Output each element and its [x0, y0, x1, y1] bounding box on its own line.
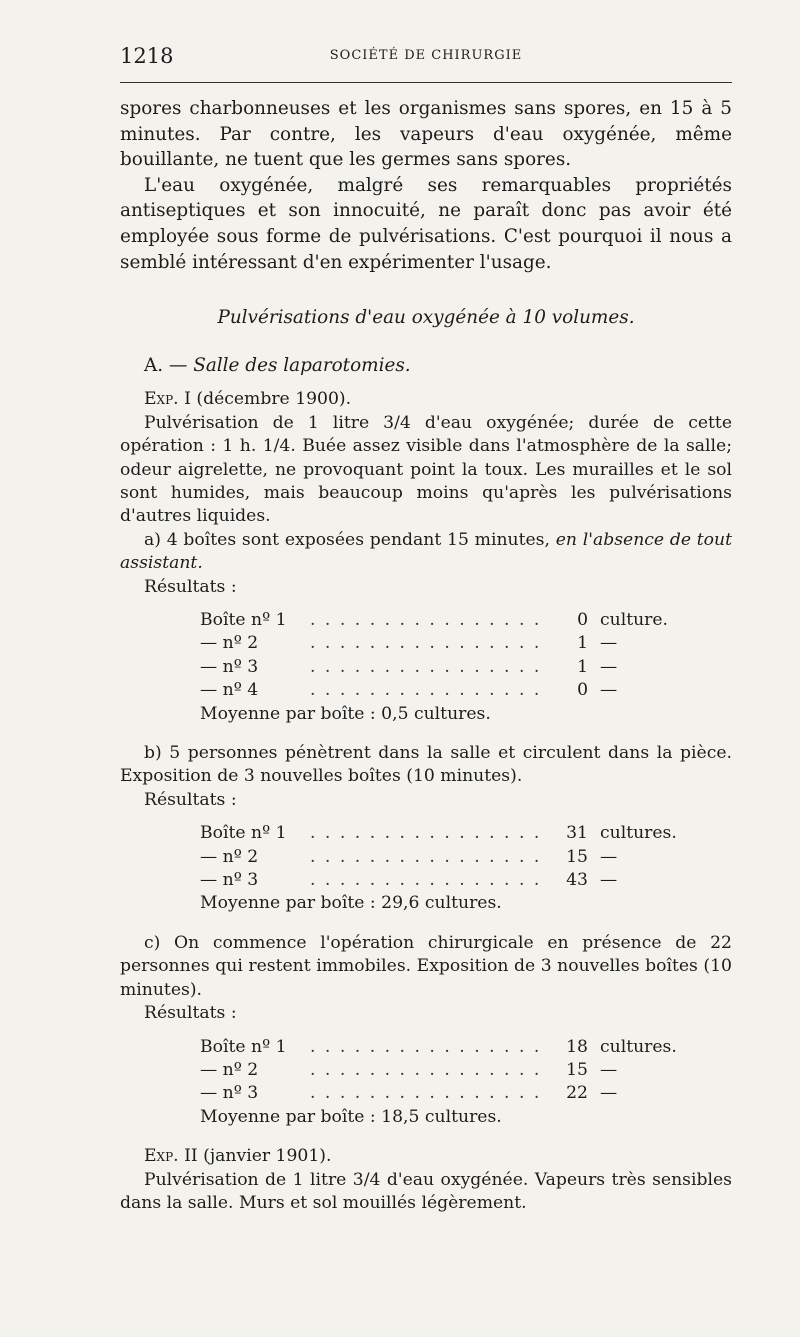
- dot-leader: . . . . . . . . . . . . . . . .: [310, 610, 542, 630]
- page-number: 1218: [120, 44, 174, 68]
- dot-leader: . . . . . . . . . . . . . . . .: [310, 633, 542, 654]
- exp1-a-results-label: Résultats :: [144, 576, 237, 597]
- result-label: — nº 3: [200, 870, 259, 891]
- exp1-b-average: Moyenne par boîte : 29,6 cultures.: [200, 893, 502, 914]
- result-unit: cultures.: [600, 823, 677, 844]
- exp1-a-average: Moyenne par boîte : 0,5 cultures.: [200, 703, 491, 724]
- exp2-heading: [144, 1145, 732, 1168]
- result-value: 1: [577, 656, 588, 677]
- dot-leader: . . . . . . . . . . . . . . . .: [310, 1036, 542, 1057]
- result-row: [200, 632, 668, 655]
- exp1-a-lead: a) 4 boîtes sont exposées pendant 15 minutes,: [144, 529, 550, 550]
- result-label: — nº 3: [200, 1083, 259, 1104]
- page-header: [120, 44, 732, 74]
- result-unit: culture.: [600, 610, 669, 630]
- exp2-heading-text: II (janvier 1901).: [184, 1146, 332, 1167]
- result-unit: —: [600, 1083, 618, 1104]
- exp2-label: Exp.: [144, 1146, 179, 1167]
- intro-paragraph-2: L'eau oxygénée, malgré ses remarquables propriétés antiseptiques et son innocuité, ne paraît donc pas avoir été employée sous forme de pulvérisations. C'est pourquoi il nous a semblé intéressant d'en expérimenter l'usage.: [120, 174, 732, 273]
- result-label: Boîte nº 1: [200, 610, 287, 630]
- dot-leader: . . . . . . . . . . . . . . . .: [310, 846, 542, 867]
- result-value: 18: [566, 1036, 588, 1057]
- exp1-description: Pulvérisation de 1 litre 3/4 d'eau oxygénée; durée de cette opération : 1 h. 1/4. Buée assez visible dans l'atmosphère de la salle; odeur aigrelette, ne provoquant point la toux. Les murailles et le sol sont humides, mais beaucoup moins qu'après les pulvérisations d'autres liquides.: [120, 412, 732, 527]
- dot-leader: . . . . . . . . . . . . . . . .: [310, 870, 542, 891]
- result-label: — nº 2: [200, 846, 259, 867]
- exp1-b-results-label: Résultats :: [144, 789, 237, 810]
- result-unit: —: [600, 656, 618, 677]
- result-unit: —: [600, 1059, 618, 1080]
- result-value: 31: [566, 823, 588, 844]
- text-body: [120, 96, 732, 1215]
- result-row: [200, 679, 668, 702]
- result-value: 15: [566, 1059, 588, 1080]
- result-label: Boîte nº 1: [200, 1036, 287, 1057]
- exp1-a-paragraph: [120, 529, 732, 576]
- subsection-title: Salle des laparotomies.: [193, 354, 411, 376]
- result-unit: —: [600, 680, 618, 701]
- exp1-b-paragraph: b) 5 personnes pénètrent dans la salle et circulent dans la pièce. Exposition de 3 nouvelles boîtes (10 minutes).: [120, 743, 732, 787]
- result-value: 1: [577, 633, 588, 654]
- exp1-c-paragraph: c) On commence l'opération chirurgicale en présence de 22 personnes qui restent immobiles. Exposition de 3 nouvelles boîtes (10 minutes).: [120, 932, 732, 1000]
- intro-paragraph-1: spores charbonneuses et les organismes sans spores, en 15 à 5 minutes. Par contre, les vapeurs d'eau oxygénée, même bouillante, ne tuent que les germes sans spores.: [120, 98, 732, 171]
- header-rule: [120, 82, 732, 83]
- result-label: — nº 2: [200, 633, 259, 654]
- running-title: SOCIÉTÉ DE CHIRURGIE: [329, 48, 523, 63]
- results-table-b: [200, 822, 677, 892]
- section-title: Pulvérisations d'eau oxygénée à 10 volumes.: [217, 307, 635, 329]
- dot-leader: . . . . . . . . . . . . . . . .: [310, 1083, 542, 1104]
- result-label: — nº 2: [200, 1059, 259, 1080]
- result-row: [200, 822, 677, 845]
- dot-leader: . . . . . . . . . . . . . . . .: [310, 823, 542, 844]
- result-row: [200, 1082, 677, 1105]
- result-row: [200, 1059, 677, 1082]
- result-label: Boîte nº 1: [200, 823, 287, 844]
- result-value: 43: [566, 870, 588, 891]
- result-row: [200, 656, 668, 679]
- result-row: [200, 609, 668, 632]
- result-value: 22: [566, 1083, 588, 1104]
- result-row: [200, 869, 677, 892]
- result-unit: —: [600, 633, 618, 654]
- result-unit: —: [600, 870, 618, 891]
- result-unit: cultures.: [600, 1036, 677, 1057]
- result-value: 0: [577, 610, 588, 630]
- results-table-c: [200, 1036, 677, 1106]
- result-label: — nº 3: [200, 656, 259, 677]
- subsection-heading: [144, 353, 732, 379]
- result-value: 15: [566, 846, 588, 867]
- exp1-heading-text: I (décembre 1900).: [184, 389, 352, 410]
- exp1-heading: [144, 388, 732, 411]
- result-unit: —: [600, 846, 618, 867]
- dot-leader: . . . . . . . . . . . . . . . .: [310, 680, 542, 701]
- exp1-label: Exp.: [144, 389, 179, 410]
- exp1-a-emphasis: en l'absence de tout assistant.: [120, 529, 732, 574]
- dot-leader: . . . . . . . . . . . . . . . .: [310, 656, 542, 677]
- result-value: 0: [577, 680, 588, 701]
- result-label: — nº 4: [200, 680, 259, 701]
- exp1-c-results-label: Résultats :: [144, 1003, 237, 1024]
- result-row: [200, 1036, 677, 1059]
- exp2-description: Pulvérisation de 1 litre 3/4 d'eau oxygénée. Vapeurs très sensibles dans la salle. Murs et sol mouillés légèrement.: [120, 1169, 732, 1213]
- result-row: [200, 846, 677, 869]
- dot-leader: . . . . . . . . . . . . . . . .: [310, 1059, 542, 1080]
- results-table-a: [200, 609, 668, 703]
- subsection-letter: A. —: [144, 354, 188, 376]
- exp1-c-average: Moyenne par boîte : 18,5 cultures.: [200, 1106, 502, 1127]
